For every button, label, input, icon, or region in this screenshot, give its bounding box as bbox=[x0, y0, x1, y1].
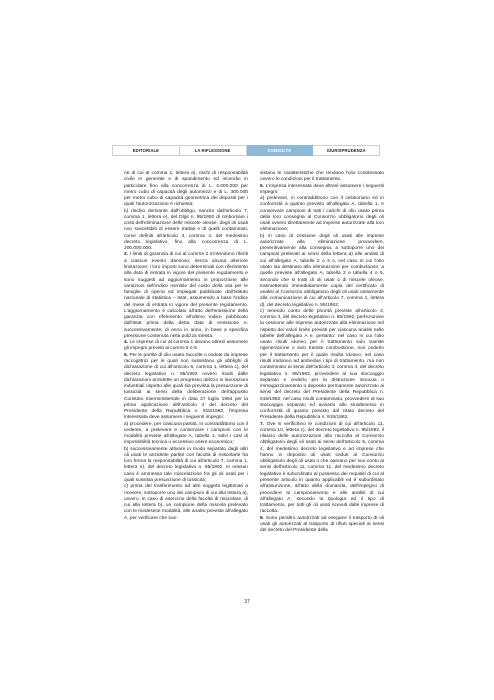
nav-tab-consulta[interactable]: CONSULTA bbox=[247, 145, 314, 156]
paragraph-text: Le imprese di cui al comma 1 devono altresì assumere gli impegni previsti ai commi 5 e 6. bbox=[124, 340, 248, 352]
paragraph-text: Sono peraltro autorizzati ad eseguire il trasporto di oli usati gli autorizzati al trasporto di rifiuti speciali ai sensi del decreto del Presidente della bbox=[260, 515, 384, 534]
paragraph-text: Ove si verifichino le condizioni di cui all'articolo 11, comma 10, lettera c), del decreto legislativo n. 95/1992, il rilascio delle autorizzazioni alla raccolta al Consorzio obbligatorio degli oli usati ai sensi dell'articolo 5, comma 4, del medesimo decreto legislativo e ad imprese che hanno in deposito oli usati ceduti al Consorzio obbligatorio degli oli usati o che operano per suo conto ai sensi dell'articolo 11, comma 11, del medesimo decreto legislativo è subordinato al possesso dei requisiti di cui al presente articolo in quanto applicabili ed è subordinato all'assunzione, all'atto della domanda, dell'impegno di procedere al campionamento e alle analisi di cui all'allegato A, secondo la tipologia ed il tipo di trattamento, per tutti gli oli usati ricevuti dalle imprese di raccolta. bbox=[260, 421, 384, 515]
paragraph bbox=[260, 516, 384, 535]
paragraph-text: a) procedere, per ciascuna partita, in contraddittorio con il cedente, a prelevare e conservare i campioni con le modalità previste all'allegato A, tabella 1, salvi i casi di impossibilità tecnica o eccessivo onere economico; bbox=[124, 421, 248, 446]
paragraph-text: Per le partite di olio usato raccolte o cedute da imprese raccoglitrici per le quali non sussistano gli obblighi di dichiarazione di cui all'articolo 6, comma 1, lettera c), del decreto legislativo n. 95/1992 ovvero risulti dalle dichiarazioni anzidette un pregresso utilizzo in lavorazioni industriali rispetto alle quali sia prevista la presunzione di tossicità ai sensi della deliberazione dell'apposito Comitato interministeriale in data 27 luglio 1984 per la prima applicazione dell'articolo 4 del decreto del Presidente della Repubblica n. 915/1982, l'impresa interessata deve assumere i seguenti impegni: bbox=[124, 352, 248, 421]
paragraph bbox=[124, 171, 248, 209]
page-number: 37 bbox=[244, 599, 250, 605]
paragraph bbox=[260, 422, 384, 516]
left-text-column bbox=[124, 171, 248, 522]
paragraph bbox=[124, 209, 248, 253]
paragraph-text: b) rischio derivante dall'obbligo, sancito dall'articolo 7, comma 1, lettera e), del Dlgs n. 95/1992 di rimborsare i costi dell'eliminazione delle miscele oleose, degli oli usati non suscettibili di essere trattati e di quelli contaminati, come definiti all'articolo 3, comma 4, del medesimo decreto legislativo, fino alla concorrenza di L. 200.000.000. bbox=[124, 208, 248, 252]
paragraph-text: sistano le caratteristiche che rendono l'olio contaminato ovvero le condizioni per il trattamento. bbox=[260, 171, 384, 183]
paragraph-number: 5. bbox=[124, 352, 129, 358]
nav-tab-la-riflessione[interactable]: LA RIFLESSIONE bbox=[180, 145, 247, 156]
paragraph bbox=[124, 353, 248, 422]
right-text-column bbox=[260, 171, 384, 534]
nav-tab-editoriale[interactable]: EDITORIALE bbox=[112, 145, 180, 156]
paragraph-number: 3. bbox=[124, 252, 129, 258]
paragraph-text: ne di cui al comma 1, lettera a), rischi di responsabilità civile in generale e di spandimento ed incendio in particolare fino alla concorrenza di L. 4.000.000 per metro cubo di capacità degli automezzi e di L. 300.000 per metro cubo di capacità geometrica dei depositi per i quali l'autorizzazione è richiesta; bbox=[124, 171, 248, 208]
paragraph-number: 6. bbox=[260, 183, 265, 189]
paragraph bbox=[260, 171, 384, 184]
section-nav bbox=[112, 145, 380, 156]
paragraph-text: I limiti di garanzia di cui al comma 2 s'intendono riferiti a ciascun evento dannoso, senza alcuna ulteriore limitazione; i loro importi sono determinati con riferimento alla data di entrata in vigore del presente regolamento e sono soggetti ad aggiornamento in proporzione alle variazioni dell'indice mensile del costo della vita per le famiglie di operai ed impiegati pubblicate dall'Istituto nazionale di statistica – Istat, assumendo a base l'indice del mese di entrata in vigore del presente regolamento. L'aggiornamento è calcolato all'atto dell'emissione della garanzia con riferimento all'ultimo indice pubblicato dall'Istat prima della detta data di emissione e, successivamente, di anno in anno, in base a specifica previsione contenuta nella polizza stessa. bbox=[124, 252, 248, 339]
paragraph bbox=[260, 184, 384, 197]
paragraph bbox=[260, 234, 384, 309]
paragraph bbox=[124, 252, 248, 340]
paragraph bbox=[124, 340, 248, 353]
paragraph-text: a) prelevare, in contraddittorio con il cessionario ed in conformità a quanto previsto all'allegato A, tabella 1, e conservare campioni di tutti i carichi di olio usato prima della loro consegna al Consorzio obbligatorio degli oli usati ovvero direttamente ad imprese autorizzate alla loro eliminazione; bbox=[260, 196, 384, 233]
paragraph bbox=[124, 422, 248, 447]
paragraph-text: L'impresa interessata deve altresì assumere i seguenti impegni: bbox=[260, 183, 384, 195]
nav-tab-giurisprudenza[interactable]: GIURISPRUDENZA bbox=[313, 145, 380, 156]
paragraph bbox=[124, 484, 248, 522]
paragraph-text: b) successivamente attivare in modo separato dagli altri oli usati le anzidette partite con facoltà di miscelarle fra loro ferma la responsabilità di cui all'articolo 7, comma 1, lettera e), del decreto legislativo n. 95/1992. In nessun caso è ammessa tale miscelazione fra gli oli usati per i quali sussista presunzione di tossicità; bbox=[124, 446, 248, 484]
paragraph-text: c) prima del trasferimento ad altri soggetti legittimati a ricevere, sottoporre uno dei campioni di cui alla lettera a), ovvero, in caso di esercizio della facoltà di miscelare, di cui alla lettera b), un campione della miscela prelevato con le medesime modalità, alle analisi previste all'allegato A, per verificare che sus- bbox=[124, 484, 248, 521]
paragraph-text: b) in caso di cessione degli oli usati alle imprese autorizzate alla eliminazione provvedere, preventivamente alla consegna, a sottoporre uno dei campioni prelevati ai sensi della lettera a) alle analisi di cui all'allegato A, tabelle 2 o 3 o, nel caso in cui l'olio usato sia destinato alla eliminazione per combustione, a quelle previste all'allegato A, tabella 2 e tabella 4 o 5, secondo che si tratti di oli usati o di miscele oleose, trasmettendo immediatamente copia del certificato di analisi al Consorzio obbligatorio degli oli usati unitamente alla comunicazione di cui all'articolo 7, comma 1, lettera d), del decreto legislativo n. 95/1992; bbox=[260, 233, 384, 308]
paragraph bbox=[124, 447, 248, 485]
paragraph-number: 8. bbox=[260, 515, 265, 521]
paragraph-text: c) tenendo conto delle priorità previste all'articolo 3, comma 3, del decreto legislativo n. 95/1992, perfezionare la cessione alle imprese autorizzate alla eliminazione nel rispetto dei valori limite previsti per ciascuna analisi nelle tabelle dell'allegato A e, pertanto: nel caso in cui l'olio usato risulti idoneo per il trattamento solo tramite rigenerazione o solo tramite combustione, non cederlo per il trattamento per il quale risulta idoneo; nel caso risulti inidoneo ad ambedue i tipi di trattamento, ma non contaminato ai sensi dell'articolo 3, comma 4, del decreto legislativo n. 95/1992, provvedere al suo stoccaggio separato e cederlo per la distruzione innocua o immagazzinamento o deposito permanente autorizzato ai sensi del decreto del Presidente della Repubblica n. 915/1982; nel caso risulti contaminato, provvedere al suo stoccaggio separato ed avviarlo allo smaltimento in conformità di quanto previsto dal citato decreto del Presidente della Repubblica n. 915/1982. bbox=[260, 308, 384, 421]
paragraph-number: 4. bbox=[124, 340, 129, 346]
paragraph bbox=[260, 309, 384, 422]
paragraph-number: 7. bbox=[260, 421, 265, 427]
paragraph bbox=[260, 196, 384, 234]
